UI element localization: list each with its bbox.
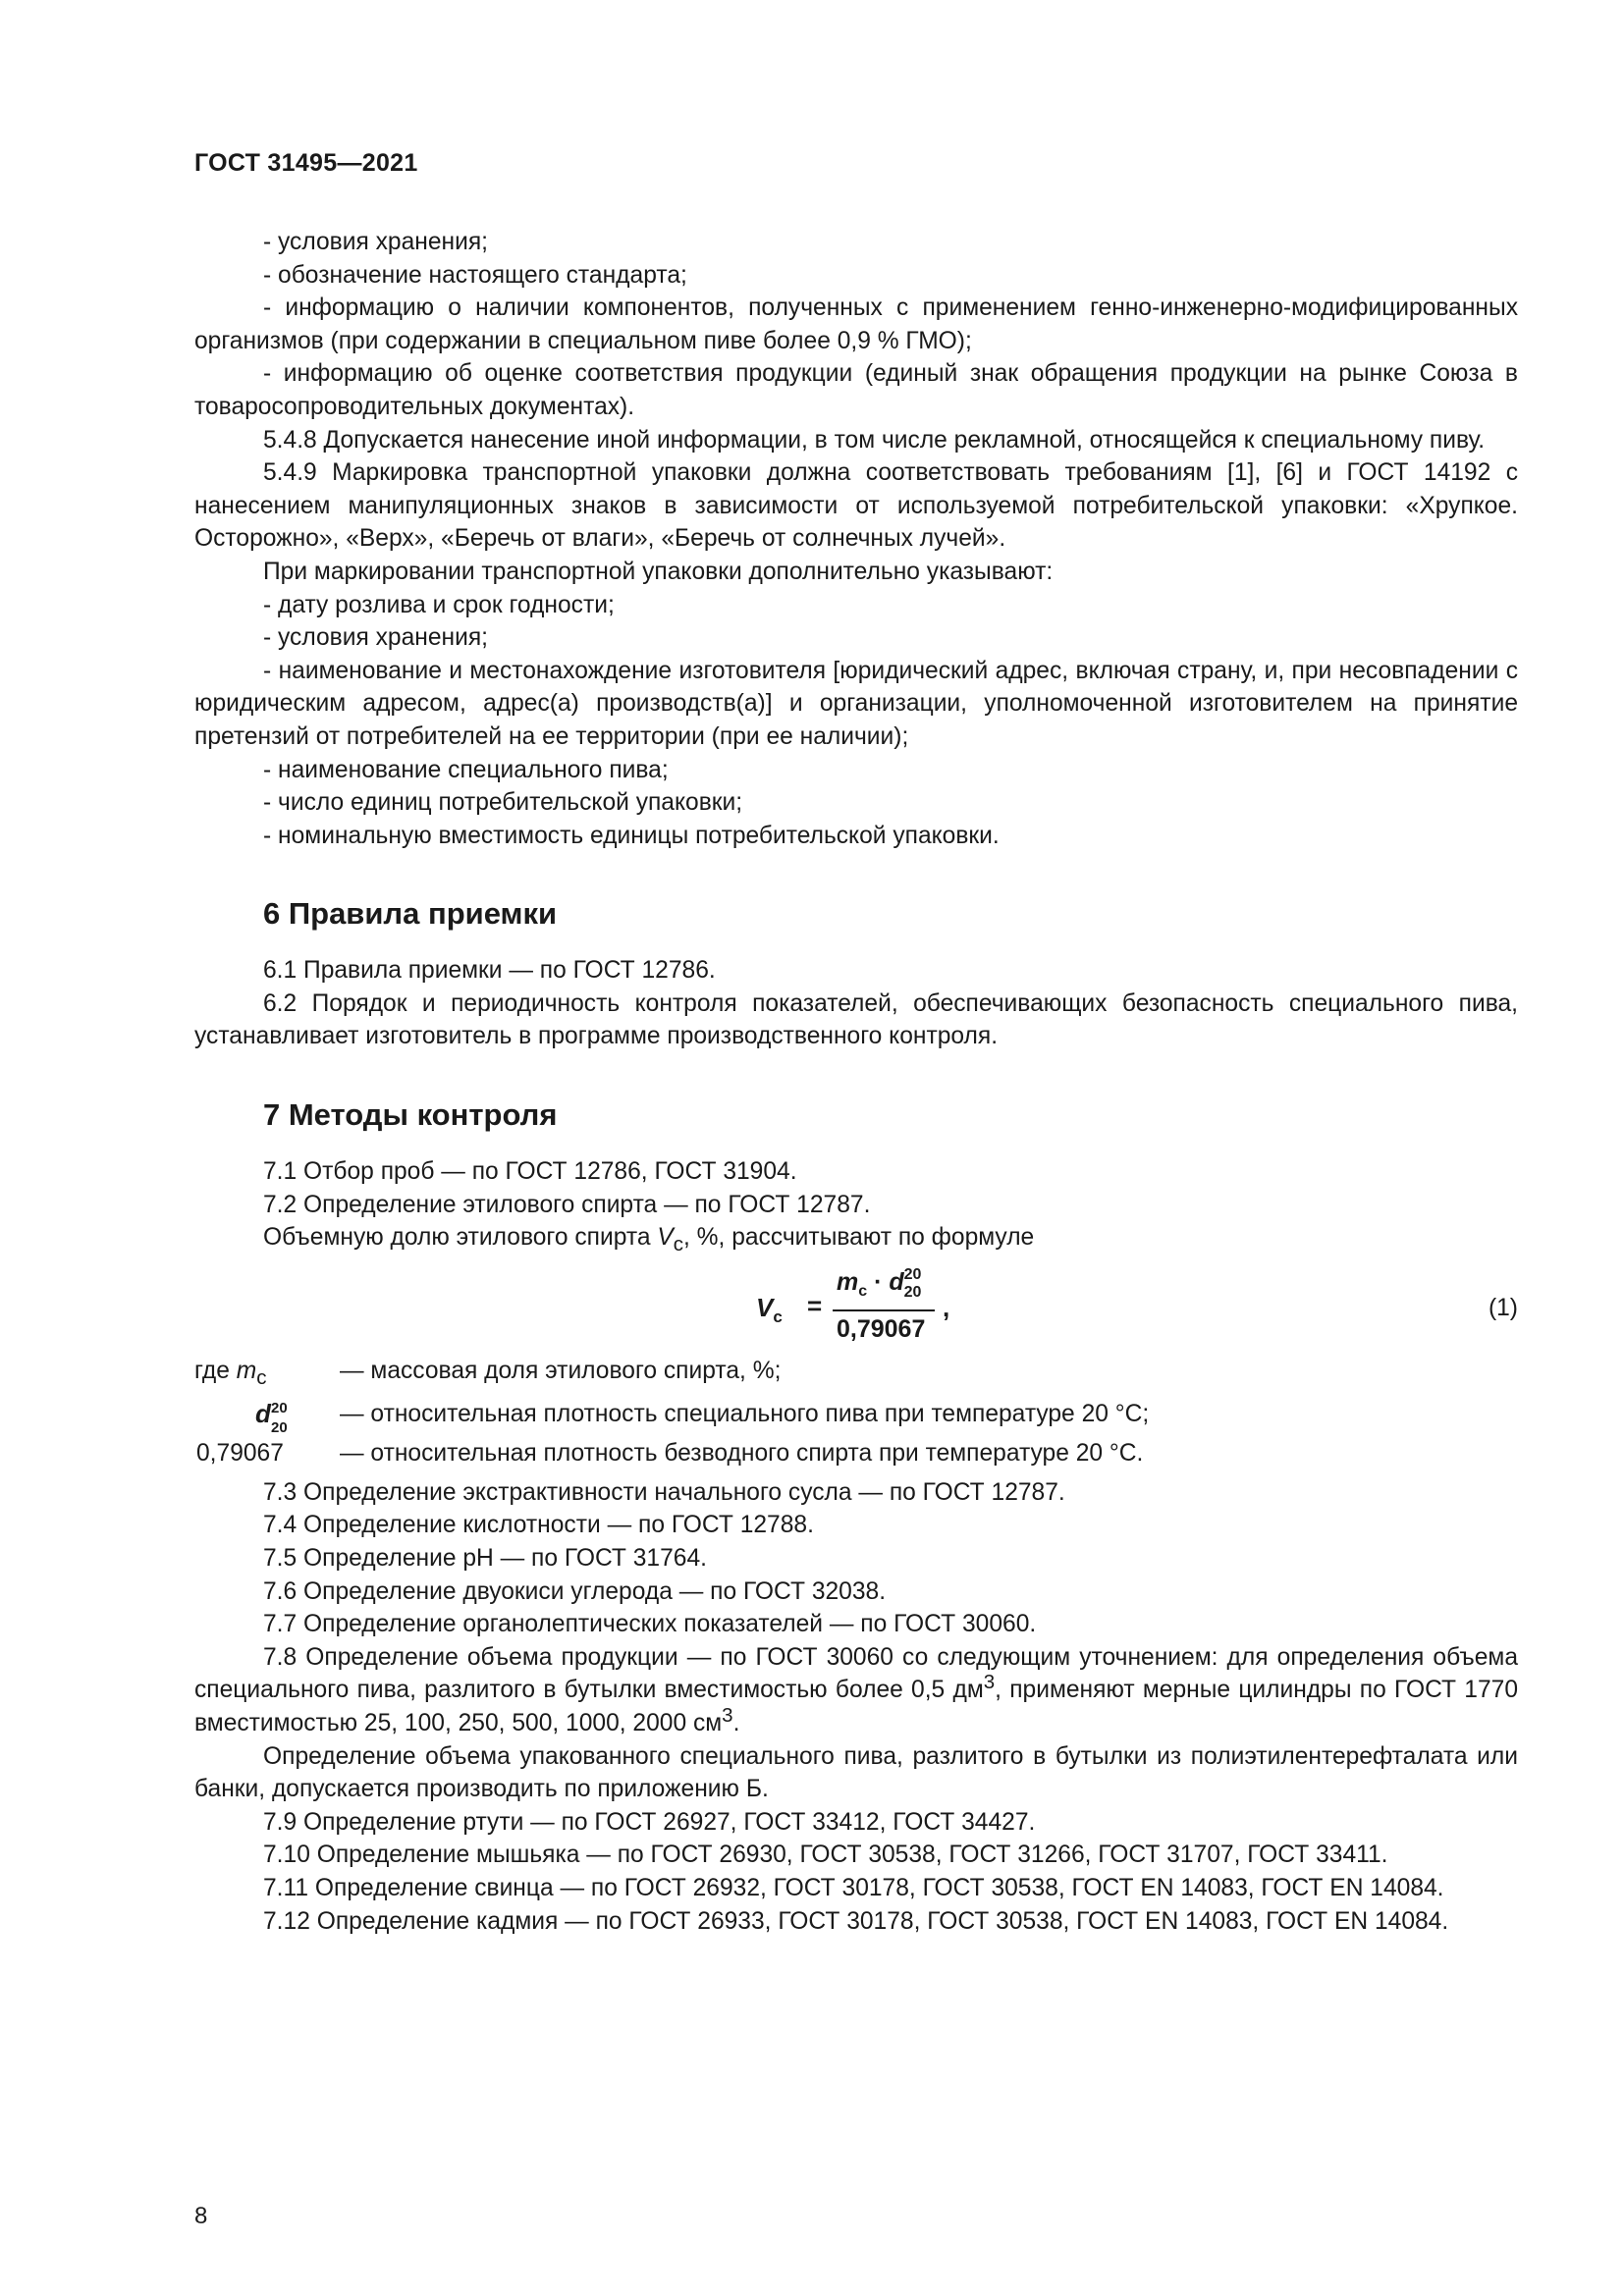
paragraph: - наименование и местонахождение изготовителя [юридический адрес, включая страну, и, при несовпадении с юридическим адресом, адрес(а) производств(а)] и организации, уполномоченной изготовителем на принятие претензий от потребителей на ее территории (при ее наличии);	[194, 657, 1518, 750]
paragraph: 7.12 Определение кадмия — по ГОСТ 26933, ГОСТ 30178, ГОСТ 30538, ГОСТ EN 14083, ГОСТ EN 14084.	[263, 1907, 1449, 1935]
paragraph: 7.6 Определение двуокиси углерода — по ГОСТ 32038.	[263, 1577, 887, 1605]
paragraph: 7.7 Определение органолептических показателей — по ГОСТ 30060.	[263, 1611, 1037, 1638]
paragraph: 7.11 Определение свинца — по ГОСТ 26932, ГОСТ 30178, ГОСТ 30538, ГОСТ EN 14083, ГОСТ EN 14084.	[263, 1874, 1444, 1901]
fraction-line	[833, 1309, 935, 1311]
paragraph: - условия хранения;	[263, 229, 488, 255]
formula-expression: $V_с$ = $m_с \cdot d$ 20 20 0,79067 ,	[756, 1264, 952, 1351]
paragraph: При маркировании транспортной упаковки дополнительно указывают:	[263, 558, 1054, 585]
marking-list	[194, 226, 1518, 852]
paragraph: 6.2 Порядок и периодичность контроля показателей, обеспечивающих безопасность специального пива, устанавливает изготовитель в программе производственного контроля.	[194, 989, 1518, 1050]
paragraph: 5.4.9 Маркировка транспортной упаковки должна соответствовать требованиям [1], [6] и ГОСТ 14192 с нанесением манипуляционных знаков в зависимости от используемой потребительской упаковки: «Хрупкое. Осторожно», «Верх», «Беречь от влаги», «Беречь от солнечных лучей».	[194, 459, 1518, 553]
paragraph: 7.10 Определение мышьяка — по ГОСТ 26930, ГОСТ 30538, ГОСТ 31266, ГОСТ 31707, ГОСТ 33411.	[263, 1842, 1388, 1869]
where-m: где $m_с$ — массовая доля этилового спирта, %;	[194, 1357, 782, 1389]
formula-numerator: $m_с \cdot d$ 20 20	[837, 1265, 922, 1301]
paragraph: - условия хранения;	[263, 624, 488, 652]
formula-number: (1)	[1488, 1294, 1518, 1321]
paragraph: - номинальную вместимость единицы потребительской упаковки.	[263, 822, 1000, 849]
paragraph: Определение объема упакованного специального пива, разлитого в бутылки из полиэтилентерефталата или банки, допускается производить по приложению Б.	[194, 1742, 1518, 1803]
paragraph: - обозначение настоящего стандарта;	[263, 261, 687, 289]
paragraph: - число единиц потребительской упаковки;	[263, 789, 743, 817]
where-d: d 20 20 — относительная плотность специального пива при температуре 20 °С;	[255, 1398, 1150, 1436]
paragraph: 5.4.8 Допускается нанесение иной информации, в том числе рекламной, относящейся к специальному пиву.	[263, 426, 1486, 454]
paragraph: 6.1 Правила приемки — по ГОСТ 12786.	[263, 957, 716, 985]
formula-denominator: 0,79067	[837, 1314, 926, 1343]
page-content	[194, 226, 1518, 1938]
paragraph: - наименование специального пива;	[263, 756, 669, 783]
paragraph: - дату розлива и срок годности;	[263, 591, 615, 618]
paragraph: - информацию об оценке соответствия продукции (единый знак обращения продукции на рынке Союза в товаросопроводительных документах).	[194, 360, 1518, 420]
formula-1	[194, 1264, 1518, 1353]
paragraph: 7.2 Определение этилового спирта — по ГОСТ 12787.	[263, 1191, 871, 1218]
section-7-heading: 7 Методы контроля	[263, 1097, 558, 1133]
paragraph: 7.1 Отбор проб — по ГОСТ 12786, ГОСТ 31904.	[263, 1158, 797, 1186]
paragraph-7-8: 7.8 Определение объема продукции — по ГОСТ 30060 со следующим уточнением: для определения объема специального пива, разлитого в бутылки вместимостью более 0,5 $дм^3$, применяют мерные цилиндры по ГОСТ 1770 вместимостью 25, 100, 250, 500, 1000, 2000 $см^3$.	[194, 1643, 1518, 1736]
section-6-heading: 6 Правила приемки	[263, 896, 558, 932]
paragraph: - информацию о наличии компонентов, полученных с применением генно-инженерно-модифицированных организмов (при содержании в специальном пиве более 0,9 % ГМО);	[194, 294, 1518, 354]
page-number: 8	[194, 2203, 208, 2229]
paragraph: 7.4 Определение кислотности — по ГОСТ 12788.	[263, 1512, 814, 1539]
where-constant: 0,79067 — относительная плотность безводного спирта при температуре 20 °С.	[196, 1439, 1144, 1467]
formula-intro: Объемную долю этилового спирта $V_с$, %, рассчитывают по формуле	[263, 1224, 1035, 1256]
paragraph: 7.5 Определение рН — по ГОСТ 31764.	[263, 1545, 707, 1573]
paragraph: 7.3 Определение экстрактивности начального сусла — по ГОСТ 12787.	[263, 1478, 1065, 1506]
document-code-header: ГОСТ 31495—2021	[194, 149, 418, 177]
paragraph: 7.9 Определение ртути — по ГОСТ 26927, ГОСТ 33412, ГОСТ 34427.	[263, 1808, 1036, 1836]
